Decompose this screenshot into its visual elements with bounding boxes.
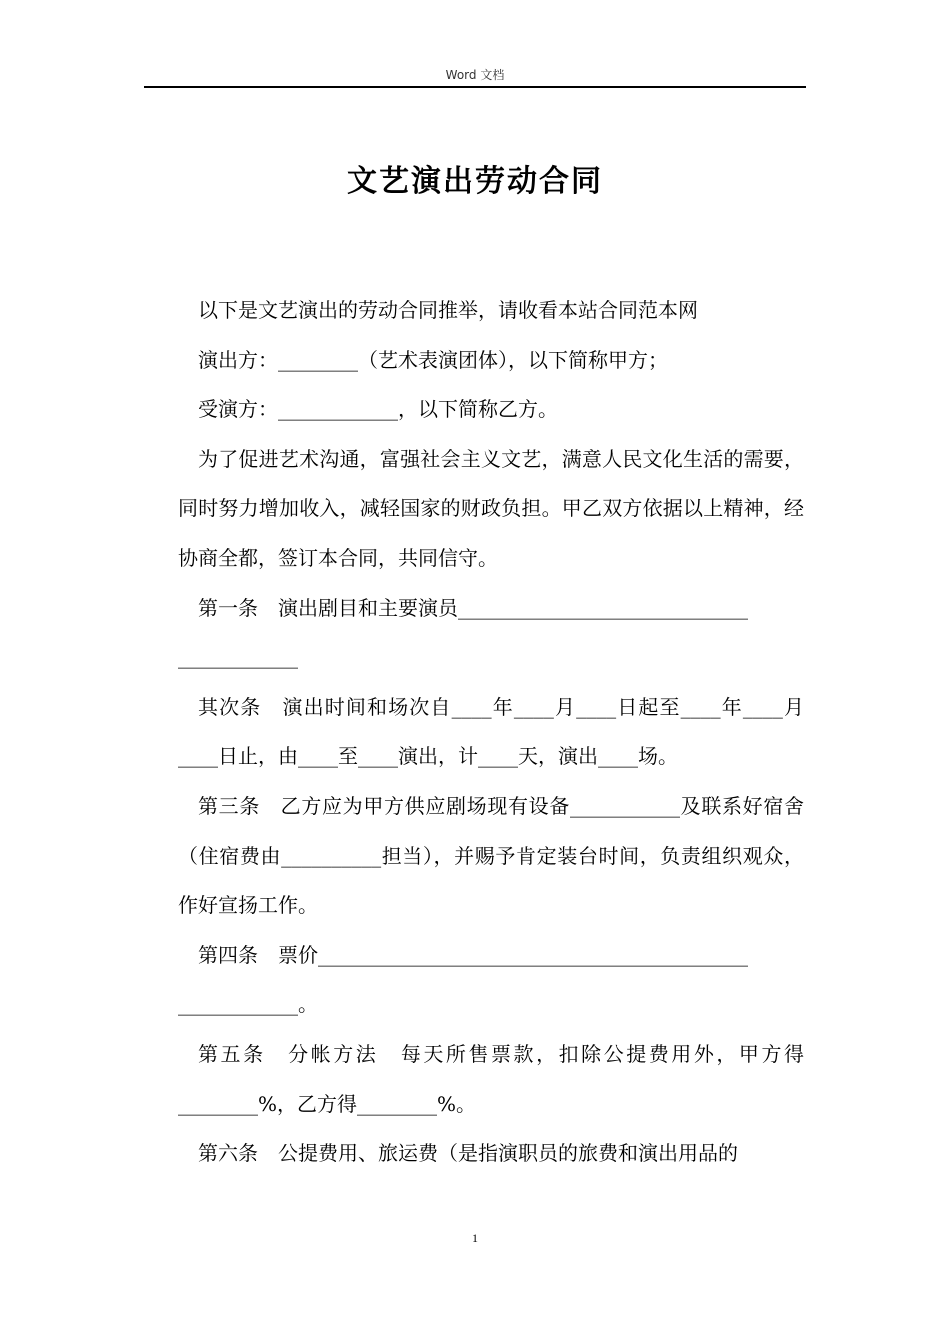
- document-body: [178, 286, 804, 1179]
- page-header: Word 文档: [445, 68, 505, 82]
- paragraph-performer: 演出方：________（艺术表演团体），以下简称甲方；: [198, 347, 668, 372]
- article-5: 第五条 分帐方法 每天所售票款，扣除公提费用外，甲方得________%，乙方得________%。: [178, 1041, 804, 1116]
- page-number: 1: [472, 1231, 478, 1245]
- article-6: 第六条 公提费用、旅运费（是指演职员的旅费和演出用品的: [198, 1141, 738, 1166]
- paragraph-receiver: 受演方：____________，以下简称乙方。: [198, 397, 558, 422]
- article-4: 第四条 票价___________________________________________ ____________。: [178, 942, 748, 1017]
- article-1: 第一条 演出剧目和主要演员_____________________________ ____________: [178, 595, 748, 670]
- paragraph-purpose: 为了促进艺术沟通，富强社会主义文艺，满意人民文化生活的需要，同时努力增加收入，减轻国家的财政负担。甲乙双方依据以上精神，经协商全都，签订本合同，共同信守。: [178, 446, 804, 570]
- article-3: 第三条 乙方应为甲方供应剧场现有设备___________及联系好宿舍（住宿费由__________担当），并赐予肯定装台时间，负责组织观众，作好宣扬工作。: [178, 793, 804, 918]
- document-title: 文艺演出劳动合同: [347, 164, 603, 199]
- header-rule: [144, 86, 806, 88]
- article-2: 其次条 演出时间和场次自____年____月____日起至____年____月____日止，由____至____演出，计____天，演出____场。: [178, 694, 804, 769]
- paragraph-intro: 以下是文艺演出的劳动合同推举，请收看本站合同范本网: [198, 298, 698, 322]
